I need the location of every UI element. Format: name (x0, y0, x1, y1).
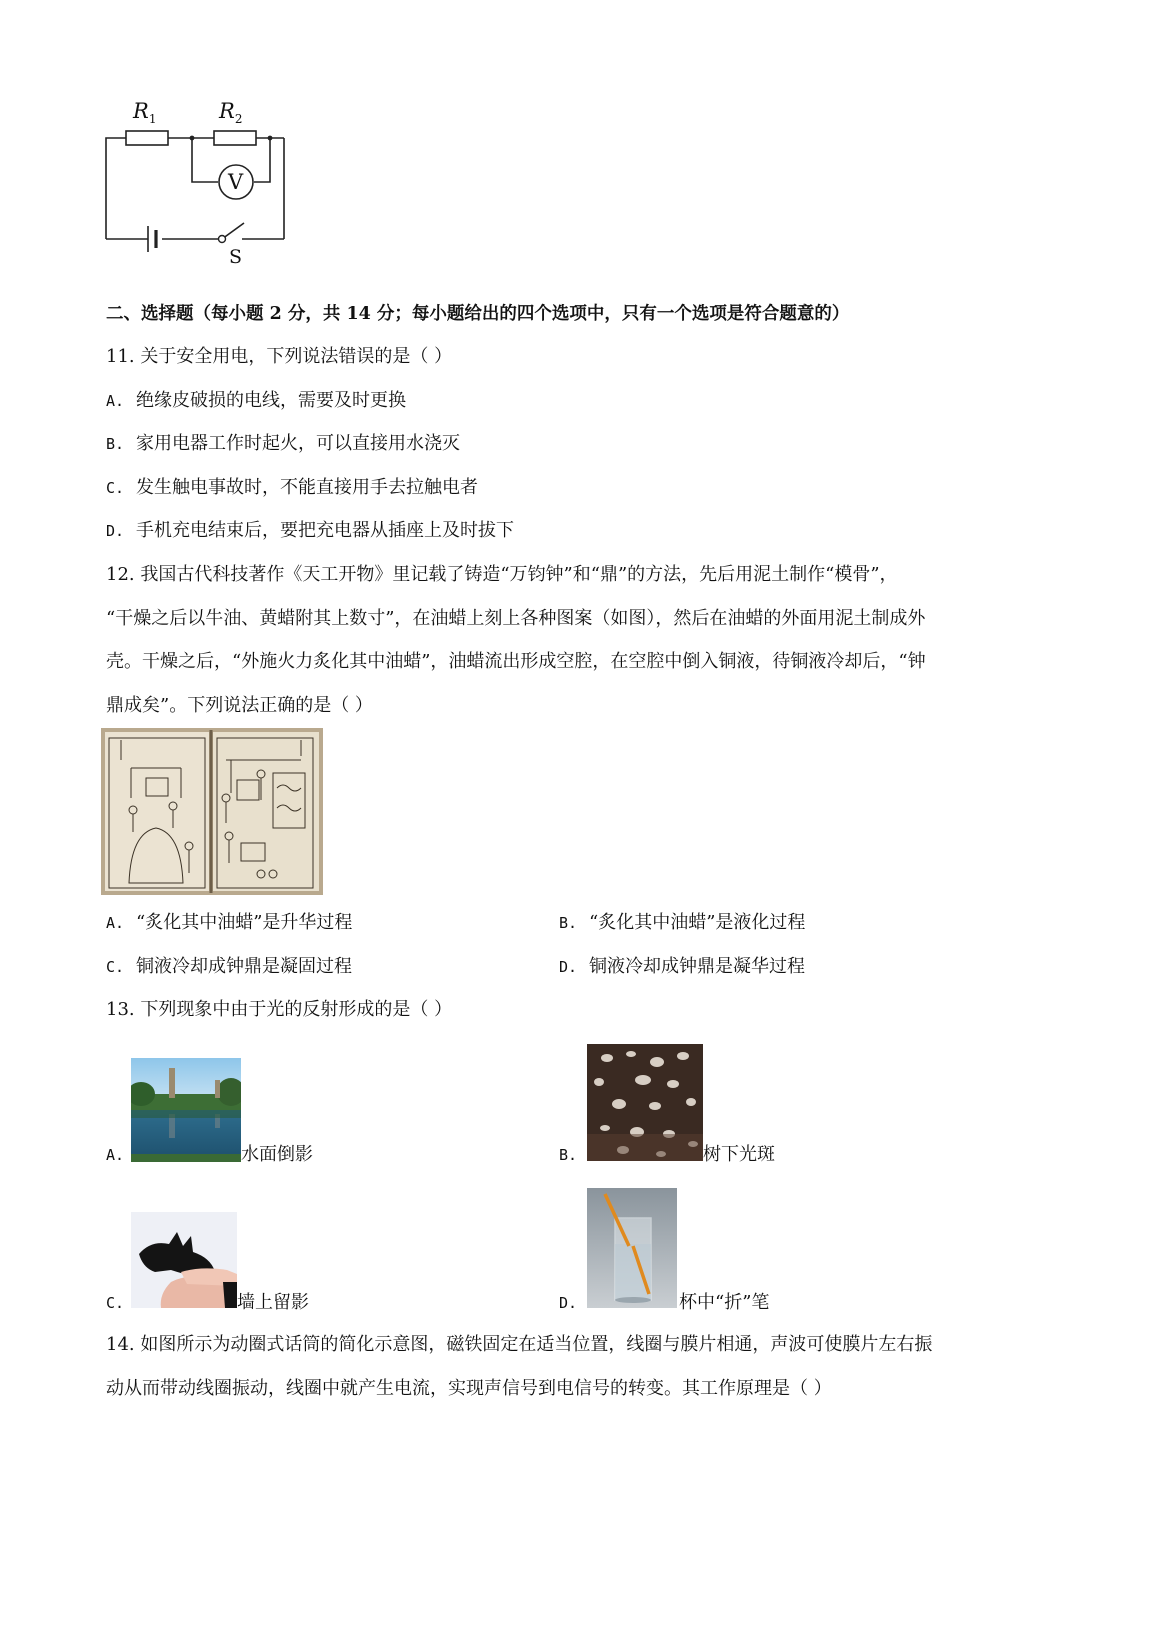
q11-stem: 11. 关于安全用电，下列说法错误的是（ ） (106, 346, 453, 367)
r2-label: $R_2$ (219, 99, 243, 127)
q11-option-a: A. 绝缘皮破损的电线，需要及时更换 (106, 390, 406, 411)
q12-option-c: C. 铜液冷却成钟鼎是凝固过程 (106, 956, 352, 977)
q12-line-1: 12. 我国古代科技著作《天工开物》里记载了铸造“万钧钟”和“鼎”的方法，先后用泥土制作“模骨”， (106, 564, 898, 585)
switch-label: S (229, 246, 243, 268)
q13-option-c-label: C. (106, 1294, 125, 1312)
q13-option-d-text: 杯中“折”笔 (679, 1292, 770, 1313)
tiangong-kaiwu-illustration (101, 728, 323, 895)
hand-shadow-photo (131, 1212, 237, 1308)
q11-option-b: B. 家用电器工作时起火，可以直接用水浇灭 (106, 433, 460, 454)
q13-option-b-label: B. (559, 1146, 578, 1164)
q13-option-d-label: D. (559, 1294, 578, 1312)
q12-line-4: 鼎成矣”。下列说法正确的是（ ） (106, 695, 373, 716)
q12-option-b: B. “炙化其中油蜡”是液化过程 (559, 912, 806, 933)
q13-option-a-label: A. (106, 1146, 125, 1164)
q13-option-b-text: 树下光斑 (703, 1144, 775, 1165)
q12-line-2: “干燥之后以牛油、黄蜡附其上数寸”，在油蜡上刻上各种图案（如图），然后在油蜡的外面用泥土制成外 (106, 608, 926, 629)
section-heading: 二、选择题（每小题 2 分，共 14 分；每小题给出的四个选项中，只有一个选项是符合题意的） (106, 304, 850, 324)
q13-option-a-text: 水面倒影 (241, 1144, 313, 1165)
q11-option-c: C. 发生触电事故时，不能直接用手去拉触电者 (106, 477, 478, 498)
q13-stem: 13. 下列现象中由于光的反射形成的是（ ） (106, 999, 453, 1020)
light-spots-photo (587, 1044, 703, 1161)
q12-line-3: 壳。干燥之后，“外施火力炙化其中油蜡”，油蜡流出形成空腔，在空腔中倒入铜液，待铜液冷却后，“钟 (106, 651, 926, 672)
q13-option-c-text: 墙上留影 (237, 1292, 309, 1313)
q14-line-1: 14. 如图所示为动圈式话筒的简化示意图，磁铁固定在适当位置，线圈与膜片相通，声波可使膜片左右振 (106, 1334, 933, 1355)
voltmeter-label: V (228, 170, 244, 194)
circuit-diagram (96, 96, 296, 276)
q12-option-a: A. “炙化其中油蜡”是升华过程 (106, 912, 353, 933)
q12-option-d: D. 铜液冷却成钟鼎是凝华过程 (559, 956, 805, 977)
q14-line-2: 动从而带动线圈振动，线圈中就产生电流，实现声信号到电信号的转变。其工作原理是（ ） (106, 1378, 832, 1399)
r1-label: $R_1$ (133, 99, 157, 127)
water-reflection-photo (131, 1058, 241, 1162)
q11-option-d: D. 手机充电结束后，要把充电器从插座上及时拔下 (106, 520, 514, 541)
pencil-in-glass-photo (587, 1188, 677, 1308)
